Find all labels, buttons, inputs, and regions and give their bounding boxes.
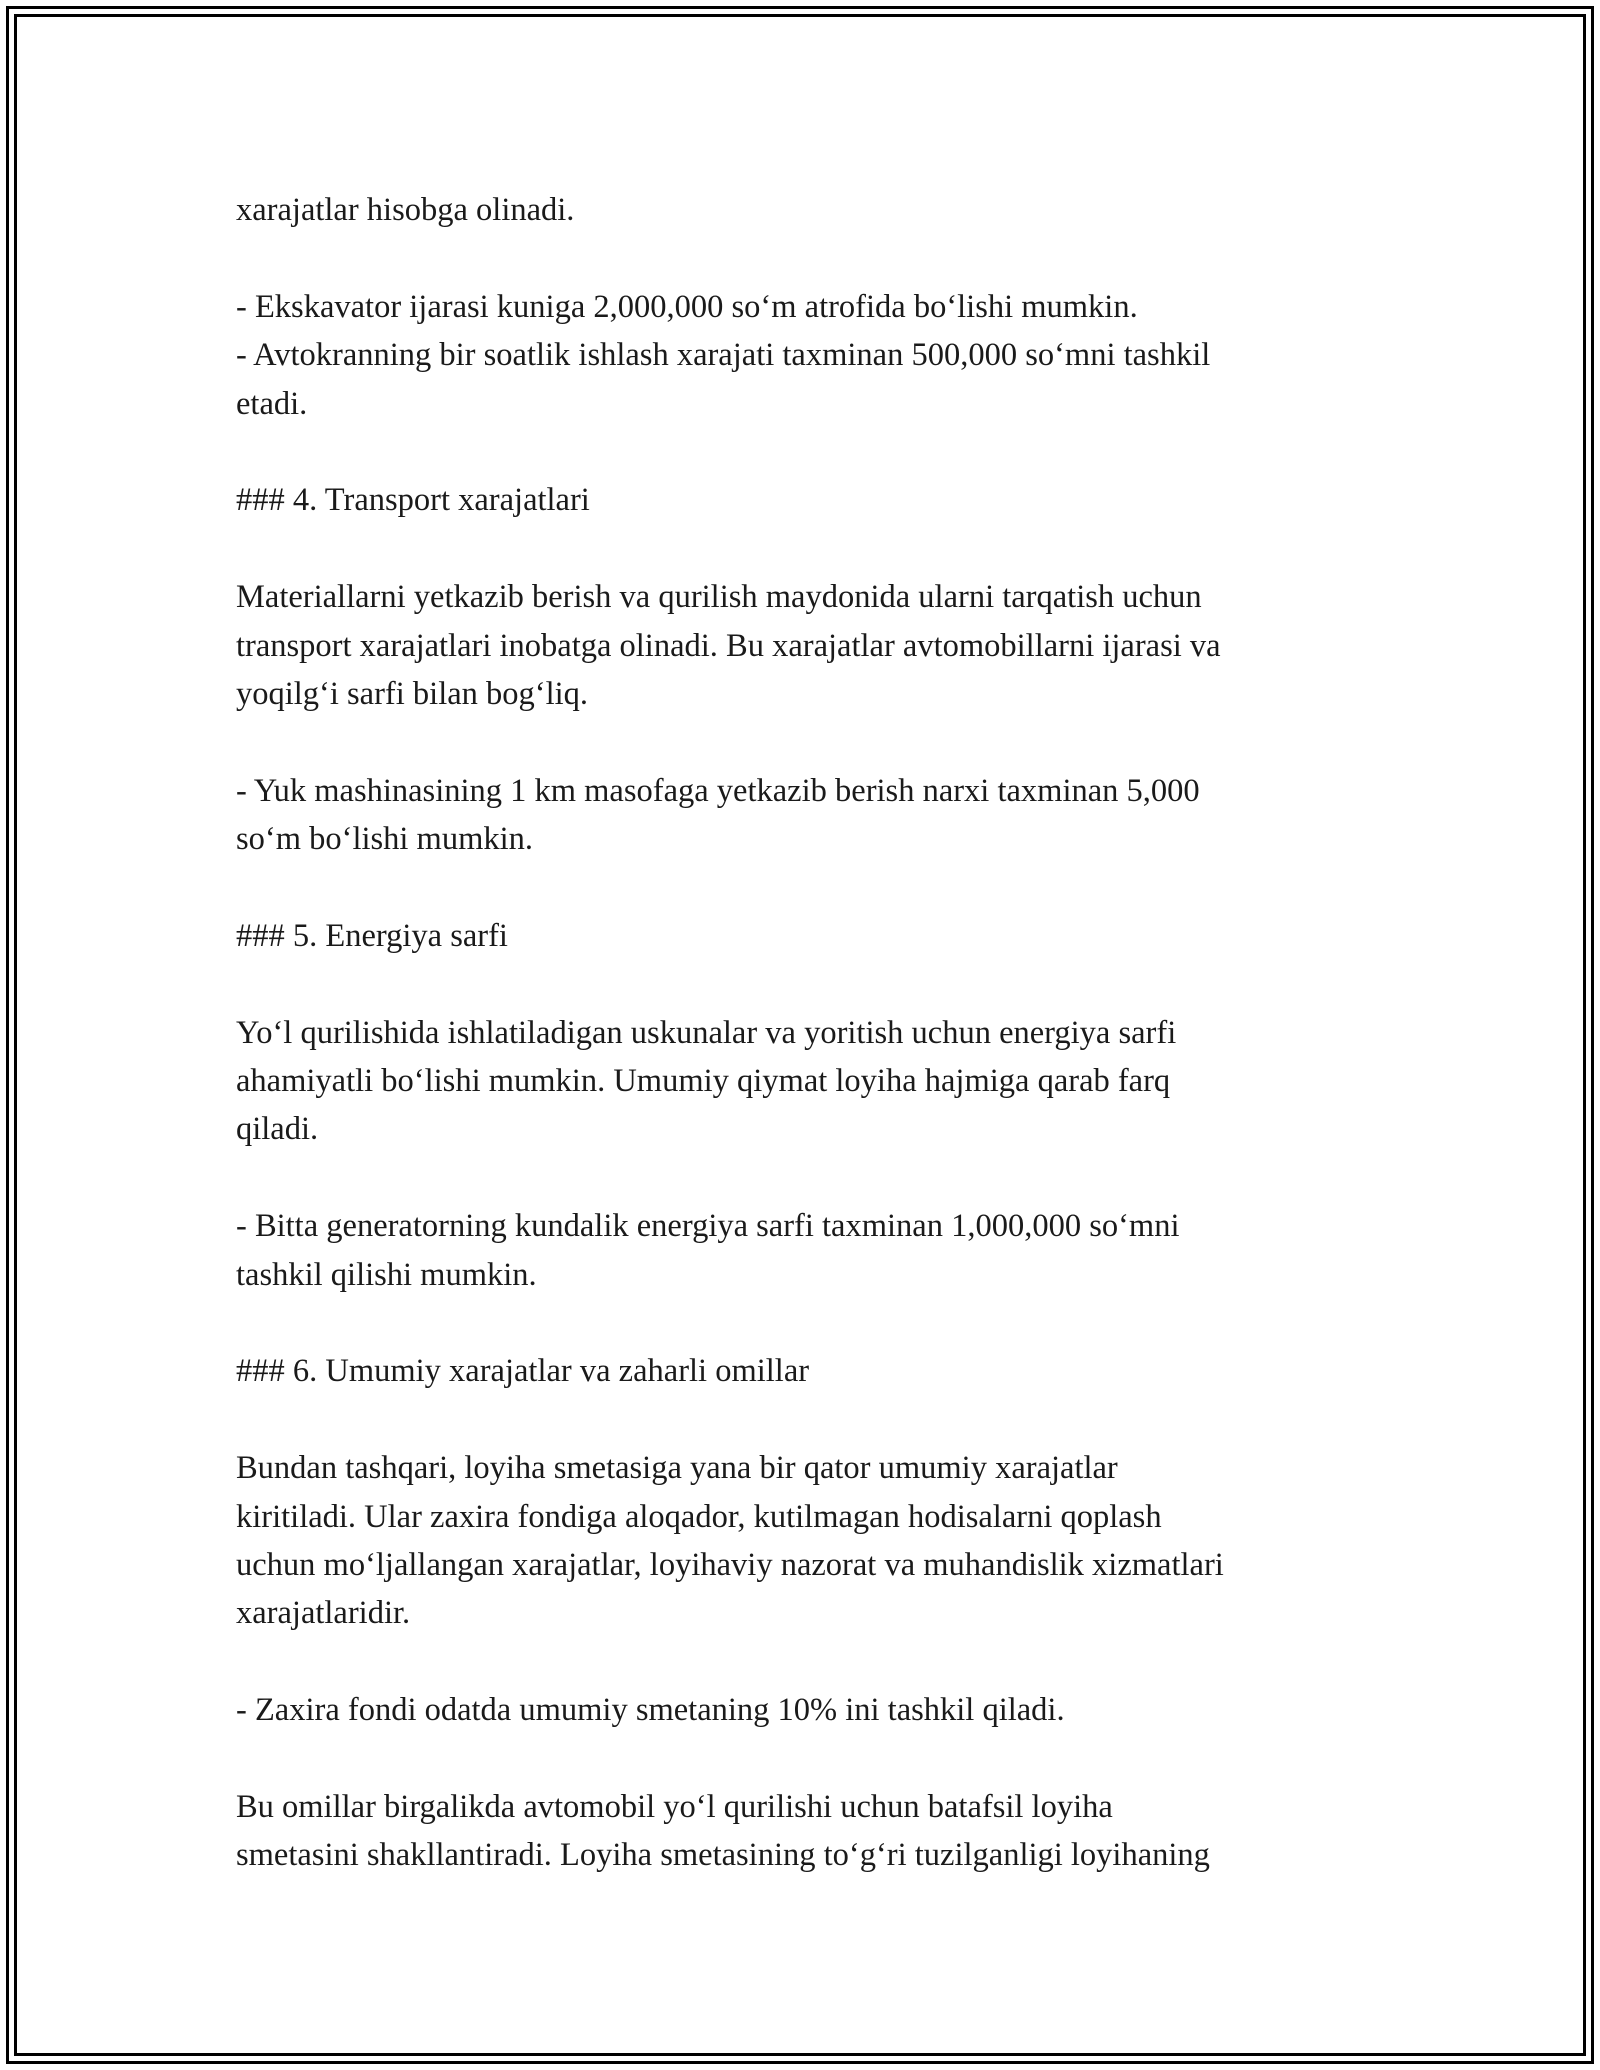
- blank-line: [236, 525, 1366, 573]
- blank-line: [236, 960, 1366, 1008]
- blank-line: [236, 718, 1366, 766]
- blank-line: [236, 234, 1366, 282]
- bullet-crane-cost: - Avtokranning bir soatlik ishlash xarajati taxminan 500,000 so‘mni tashkil: [236, 337, 1211, 374]
- bullet-generator-cost: - Bitta generatorning kundalik energiya sarfi taxminan 1,000,000 so‘mni: [236, 1208, 1180, 1245]
- paragraph-line: xarajatlaridir.: [236, 1595, 411, 1632]
- paragraph-line: Materiallarni yetkazib berish va qurilish maydonida ularni tarqatish uchun: [236, 579, 1202, 616]
- text-line: tashkil qilishi mumkin.: [236, 1256, 537, 1293]
- document-body: [236, 186, 1366, 1880]
- paragraph-line: ahamiyatli bo‘lishi mumkin. Umumiy qiymat loyiha hajmiga qarab farq: [236, 1063, 1171, 1100]
- paragraph-line: Yo‘l qurilishida ishlatiladigan uskunalar va yoritish uchun energiya sarfi: [236, 1014, 1177, 1051]
- bullet-reserve-fund: - Zaxira fondi odatda umumiy smetaning 10% ini tashkil qiladi.: [236, 1692, 1065, 1729]
- paragraph-line: yoqilg‘i sarfi bilan bog‘liq.: [236, 675, 589, 712]
- bullet-excavator-rent: - Ekskavator ijarasi kuniga 2,000,000 so‘m atrofida bo‘lishi mumkin.: [236, 288, 1138, 325]
- blank-line: [236, 1154, 1366, 1202]
- paragraph-line: Bundan tashqari, loyiha smetasiga yana bir qator umumiy xarajatlar: [236, 1450, 1118, 1487]
- section-heading-energy: ### 5. Energiya sarfi: [236, 917, 508, 954]
- text-line: etadi.: [236, 385, 308, 422]
- blank-line: [236, 1396, 1366, 1444]
- blank-line: [236, 1638, 1366, 1686]
- text-line: xarajatlar hisobga olinadi.: [236, 192, 575, 228]
- blank-line: [236, 1735, 1366, 1783]
- blank-line: [236, 863, 1366, 911]
- bullet-truck-cost: - Yuk mashinasining 1 km masofaga yetkazib berish narxi taxminan 5,000: [236, 772, 1200, 809]
- paragraph-line: uchun mo‘ljallangan xarajatlar, loyihaviy nazorat va muhandislik xizmatlari: [236, 1546, 1224, 1583]
- section-heading-transport: ### 4. Transport xarajatlari: [236, 482, 590, 519]
- paragraph-line: kiritiladi. Ular zaxira fondiga aloqador, kutilmagan hodisalarni qoplash: [236, 1498, 1162, 1535]
- text-line: so‘m bo‘lishi mumkin.: [236, 821, 534, 858]
- paragraph-line: qiladi.: [236, 1111, 319, 1148]
- paragraph-line: transport xarajatlari inobatga olinadi. Bu xarajatlar avtomobillarni ijarasi va: [236, 627, 1221, 664]
- section-heading-general-costs: ### 6. Umumiy xarajatlar va zaharli omillar: [236, 1353, 810, 1390]
- blank-line: [236, 428, 1366, 476]
- blank-line: [236, 1299, 1366, 1347]
- paragraph-line: smetasini shakllantiradi. Loyiha smetasining to‘g‘ri tuzilganligi loyihaning: [236, 1837, 1210, 1874]
- paragraph-line: Bu omillar birgalikda avtomobil yo‘l qurilishi uchun batafsil loyiha: [236, 1788, 1113, 1825]
